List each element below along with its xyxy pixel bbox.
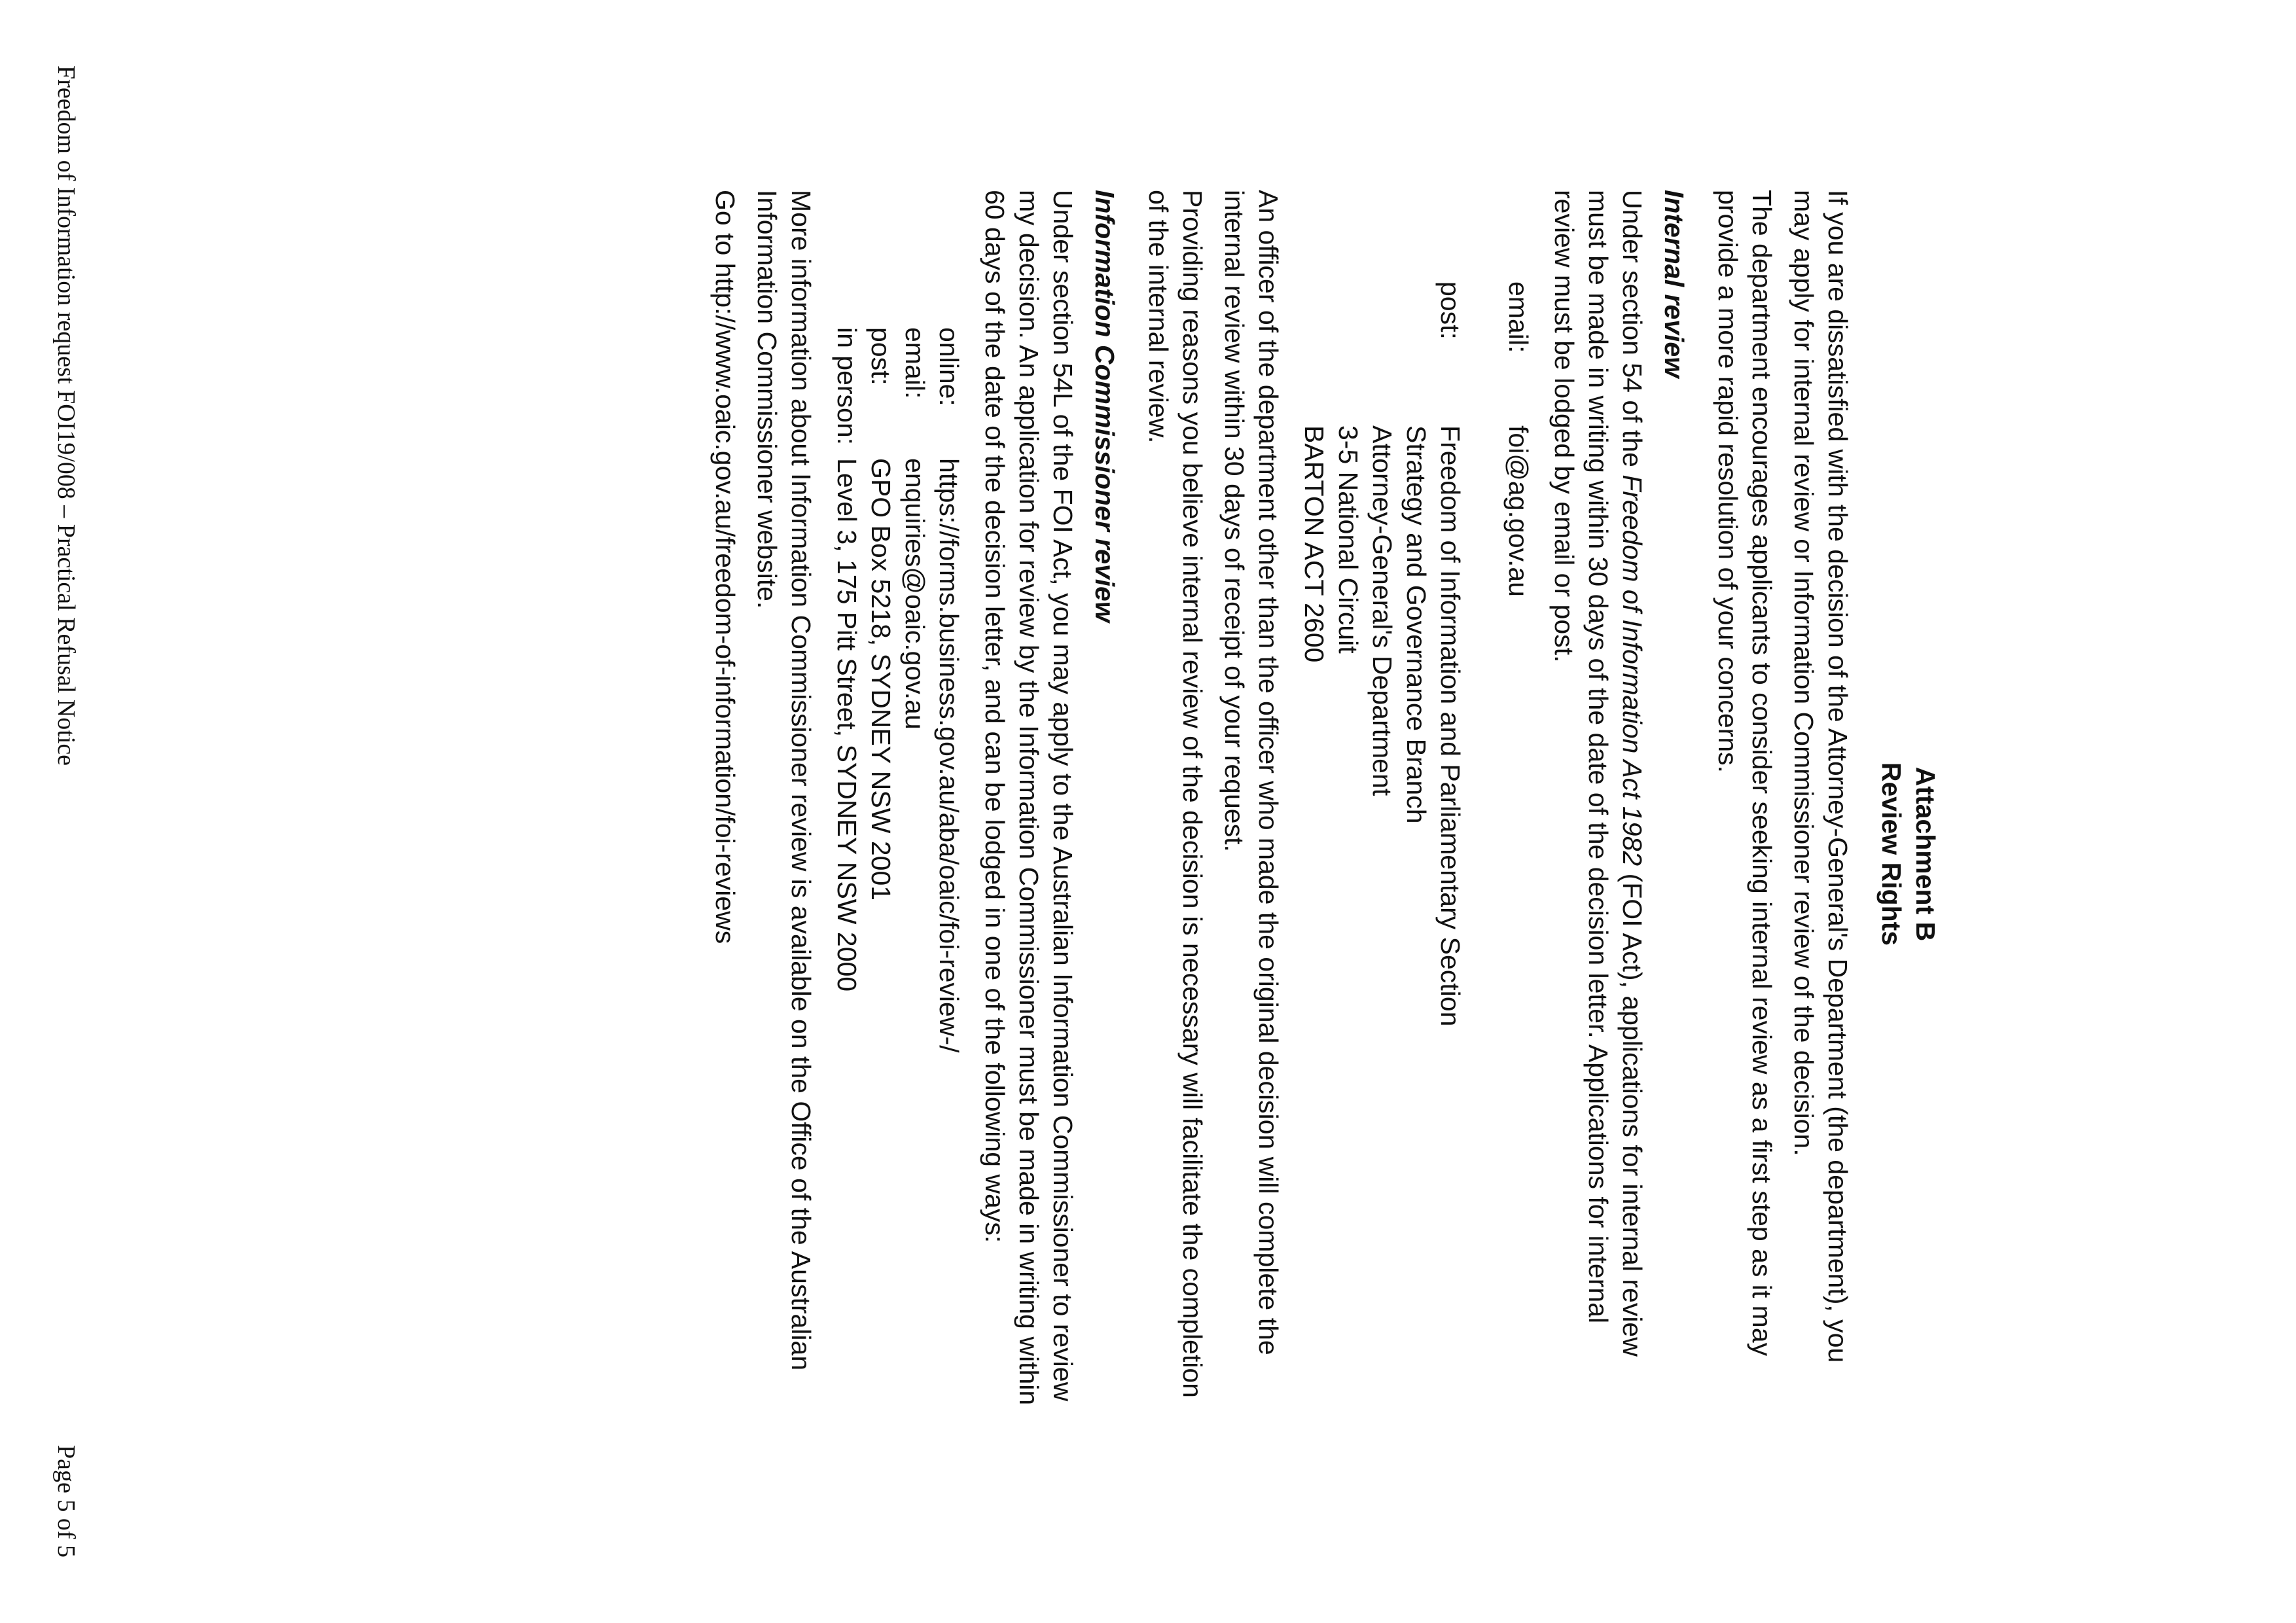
- internal-review-officer-paragraph: An officer of the department other than the officer who made the original decision will complete the internal review within 30 days of receipt of your request.: [1219, 190, 1283, 1355]
- footer-page-number: Page 5 of 5: [52, 1444, 80, 1558]
- ic-review-heading: Information Commissioner review: [1090, 190, 1120, 622]
- oaic-in-person-value: Level 3, 175 Pitt Street, SYDNEY NSW 2000: [832, 458, 862, 992]
- internal-email-row: [1501, 190, 1535, 1026]
- attachment-heading: Attachment B: [1910, 766, 1941, 942]
- internal-email-label: email:: [1503, 281, 1534, 353]
- footer-document-title: Freedom of Information request FOI19/008 – Practical Refusal Notice: [52, 65, 80, 766]
- address-line: 3-5 National Circuit: [1333, 425, 1363, 654]
- internal-email-value: foi@ag.gov.au: [1503, 425, 1534, 597]
- intro-paragraph-2: The department encourages applicants to consider seeking internal review as a first step as it may provide a more rapid resolution of your concerns.: [1713, 190, 1777, 1357]
- act-name: Freedom of Information Act 1982: [1617, 474, 1647, 866]
- oaic-online-value: https://forms.business.gov.au/aba/oaic/foi-review-/: [934, 458, 964, 1053]
- address-line: Strategy and Governance Branch: [1401, 425, 1431, 824]
- internal-review-paragraph: [1547, 190, 1649, 1407]
- address-line: Freedom of Information and Parliamentary Section: [1435, 425, 1465, 1027]
- oaic-in-person-label: in person:: [832, 327, 862, 446]
- internal-post-row: [1297, 190, 1467, 1026]
- oaic-contact-row: [864, 190, 898, 1053]
- ic-review-paragraph: Under section 54L of the FOI Act, you may apply to the Australian Information Commissioner to review my decision. An application for review by the Information Commissioner must be made in writing within 60 days of the date of the decision letter, and can be lodged in one of the following ways:: [980, 190, 1078, 1406]
- document-body: [700, 190, 1943, 1407]
- oaic-post-value: GPO Box 5218, SYDNEY NSW 2001: [866, 458, 896, 901]
- oaic-contacts: [830, 190, 966, 1053]
- oaic-email-label: email:: [900, 327, 930, 399]
- oaic-contact-row: [932, 190, 966, 1053]
- internal-review-contacts: [1297, 190, 1535, 1026]
- intro-paragraph-1: If you are dissatisfied with the decision of the Attorney-General's Department (the department), you may apply for internal review or Information Commissioner review of the decision.: [1789, 190, 1853, 1363]
- internal-post-label: post:: [1435, 281, 1465, 340]
- oaic-email-value: enquiries@oaic.gov.au: [900, 458, 930, 730]
- internal-review-reasons-paragraph: Providing reasons you believe internal review of the decision is necessary will facilitate the completion of the internal review.: [1143, 190, 1208, 1398]
- go-to-paragraph: Go to http://www.oaic.gov.au/freedom-of-information/foi-reviews: [710, 190, 740, 944]
- internal-post-address: [1297, 425, 1467, 1026]
- internal-review-text-end: (FOI Act), applications for internal review must be made in writing within 30 days of the date of the decision letter. Applications for internal review must be lodged by email or post.: [1549, 190, 1647, 1357]
- internal-review-heading: Internal review: [1659, 190, 1689, 378]
- page-title: Review Rights: [1876, 762, 1907, 946]
- oaic-contact-row: [830, 190, 864, 1053]
- oaic-contact-row: [898, 190, 932, 1053]
- more-info-paragraph: More information about Information Commissioner review is available on the Office of the Australian Information Commissioner website.: [752, 190, 816, 1371]
- internal-review-text-start: Under section 54 of the: [1617, 190, 1647, 475]
- page-footer: [52, 65, 81, 1558]
- oaic-online-label: online:: [934, 327, 964, 406]
- oaic-post-label: post:: [866, 327, 896, 385]
- address-line: BARTON ACT 2600: [1299, 425, 1329, 663]
- address-line: Attorney-General's Department: [1367, 425, 1397, 796]
